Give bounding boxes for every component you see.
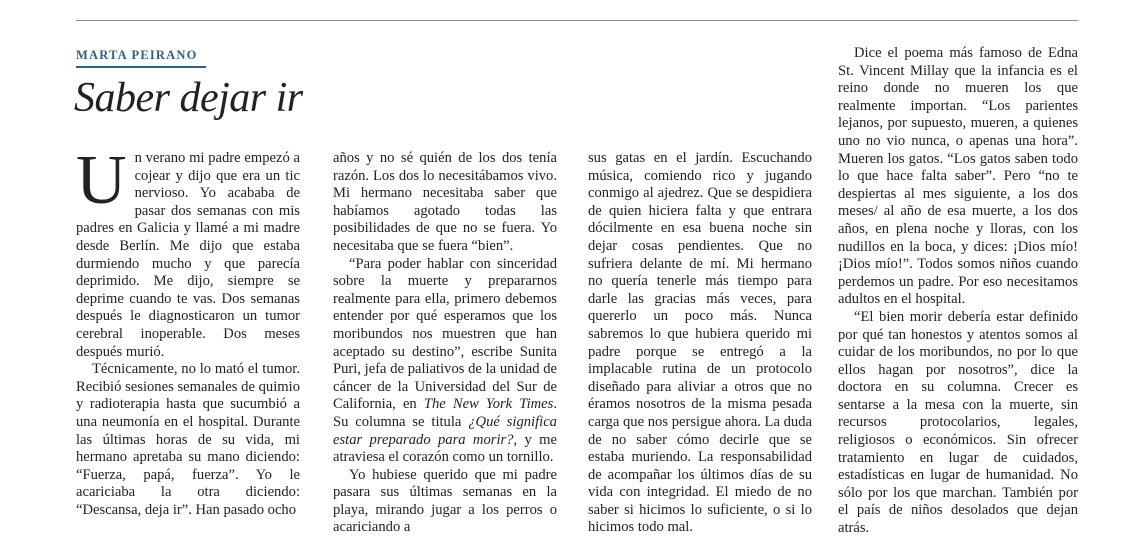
paragraph: años y no sé quién de los dos tenía razón. Los dos lo necesitábamos vivo. Mi hermano necesitaba saber que habíamos agotado todas las posibilidades de que no se fuera. Yo necesitaba que se fuera “bien”. [333,150,557,254]
newspaper-title: The New York Times [423,396,554,413]
paragraph-text: “Para poder hablar con sinceridad sobre la muerte y prepararnos realmente para ella, primero debemos entender por qué esperamos que los moribundos nos muestren que han aceptado su destino”, escribe Sunita Puri, jefa de paliativos de la unidad de cáncer de la Universidad del Sur de California, en [333,255,557,413]
paragraph [333,256,557,467]
paragraph: sus gatas en el jardín. Escuchando música, comiendo rico y jugando conmigo al ajedrez. Que se despidiera de quien hiciera falta y que entrara dócilmente en esa buena noche sin dejar cosas pendientes. Que no sufriera delante de mí. Mi hermano no quería tenerle más tiempo para darle las gracias más veces, para quererlo un poco más. Nunca sabremos lo que hubiera querido mi padre porque se entregó a la implacable rutina de un protocolo diseñado para aliviar a otros que no éramos nosotros de la misma pesada carga que nos persigue ahora. La duda de no saber cómo decirle que se estaba muriendo. La responsabilidad de acompañar los últimos días de su vida con integridad. El miedo de no saber si hicimos lo suficiente, o si lo hicimos todo mal. [588,150,812,536]
paragraph: Técnicamente, no lo mató el tumor. Recibió sesiones semanales de quimio y radioterapia hasta que sucumbió a una neumonía en el hospital. Durante las últimas horas de su vida, mi hermano apretaba su mano diciendo: “Fuerza, papá, fuerza”. Yo le acariciaba la otra diciendo: “Descansa, deja ir”. Han pasado ocho [76,361,300,518]
paragraph: Yo hubiese querido que mi padre pasara sus últimas semanas en la playa, mirando jugar a los perros o acariciando a [333,466,557,536]
author-byline: MARTA PEIRANO [76,48,206,68]
paragraph: Dice el poema más famoso de Edna St. Vincent Millay que la infancia es el reino donde no mueren los que realmente importan. “Los parientes lejanos, por supuesto, mueren, a quienes uno no vio nunca, o apenas una hora”. Mueren los gatos. “Los gatos saben todo lo que hace falta saber”. Pero “no te despiertas al mes siguiente, a los dos meses/ al año de esa muerte, a los dos años, en plena noche y lloras, con los nudillos en la boca, y dices: ¡Dios mío! ¡Dios mío!”. Todos somos niños cuando perdemos un padre. Por eso necesitamos adultos en el hospital. [838,45,1078,308]
paragraph-text: . Su columna se titula [333,396,557,430]
paragraph-text: , y me atraviesa el corazón como un tornillo. [333,431,557,466]
drop-cap: U [76,142,127,219]
article-column-1 [76,142,300,519]
paragraph: “El bien morir debería estar definido por qué tan honestos y atentos somos al cuidar de los moribundos, no por lo que ellos hagan por nosotros”, dice la doctora en su columna. Crecer es sentarse a la mesa con la muerte, sin recursos protocolarios, legales, religiosos o económicos. Sin ofrecer tratamiento en lugar de cuidados, estadísticas en lugar de humanidad. No sólo por los que marchan. También por el país de niños desolados que dejan atrás. [838,308,1078,537]
paragraph [76,142,300,361]
article-column-2 [333,150,557,537]
article-headline: Saber dejar ir [74,75,303,121]
article-column-4 [838,45,1078,538]
article-column-3 [588,150,812,537]
paragraph-text: n verano mi padre empezó a cojear y dijo que era un tic nervioso. Yo acababa de pasar dos semanas con mis padres en Galicia y llamé a mi madre desde Berlín. Me dijo que estaba durmiendo mucho y que parecía deprimido. Me dijo, siempre se deprime cuando te vas. Dos semanas después le diagnosticaron un tumor cerebral inoperable. Dos meses después murió. [76,150,300,360]
top-divider-rule [76,20,1078,21]
column-title: ¿Qué significa estar preparado para morir? [333,413,557,448]
